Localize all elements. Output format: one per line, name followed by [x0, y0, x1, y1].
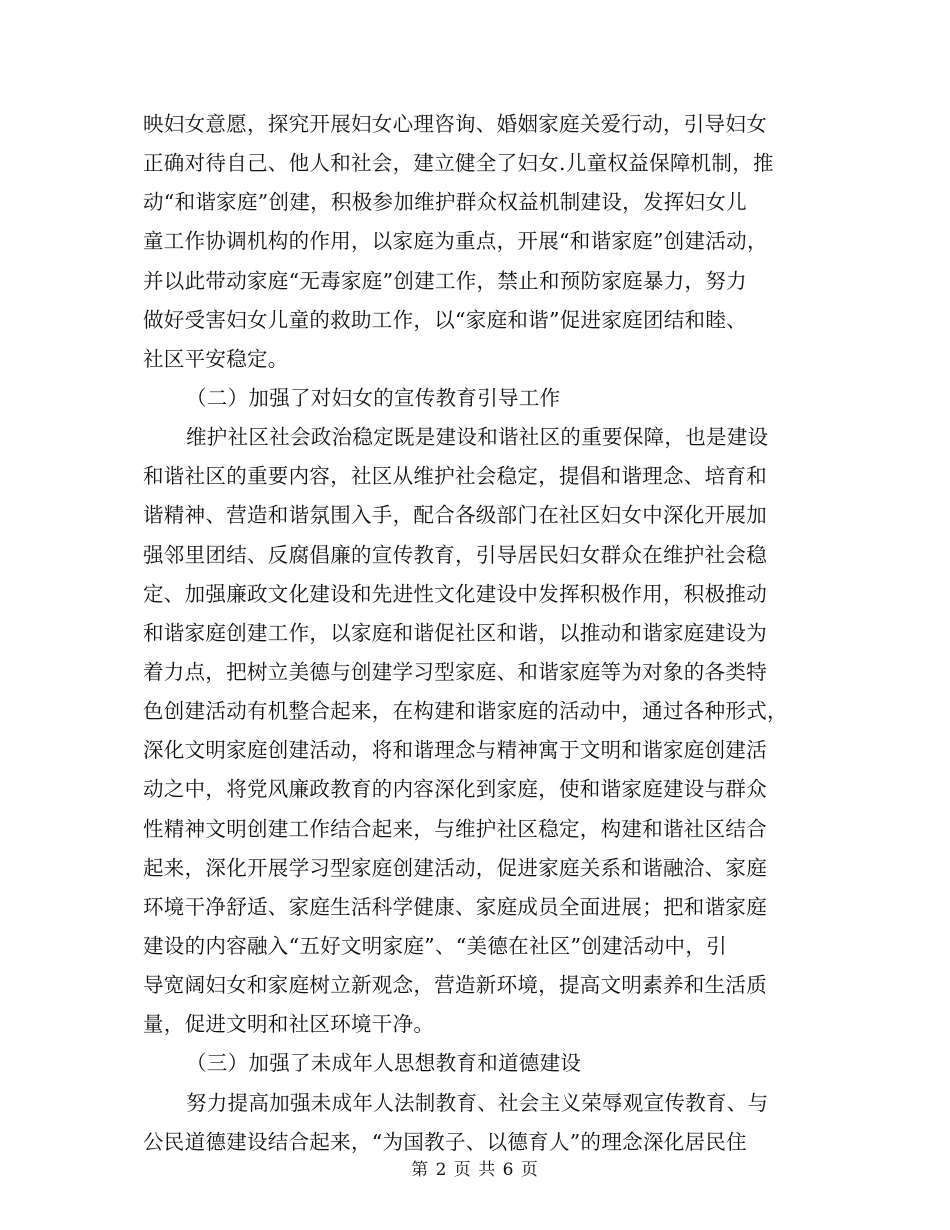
paragraph-line: 维护社区社会政治稳定既是建设和谐社区的重要保障，也是建设	[186, 425, 769, 450]
paragraph-line: 色创建活动有机整合起来，在构建和谐家庭的活动中，通过各种形式，	[143, 699, 788, 724]
paragraph-line: 和谐家庭创建工作，以家庭和谐促社区和谐，以推动和谐家庭建设为	[143, 620, 767, 645]
paragraph-line: 强邻里团结、反腐倡廉的宣传教育，引导居民妇女群众在维护社会稳	[143, 542, 767, 567]
paragraph-line: 并以此带动家庭“无毒家庭”创建工作，禁止和预防家庭暴力，努力	[143, 268, 747, 293]
paragraph-line: 童工作协调机构的作用，以家庭为重点，开展“和谐家庭”创建活动，	[143, 229, 768, 254]
paragraph-line: 动之中，将党风廉政教育的内容深化到家庭，使和谐家庭建设与群众	[143, 777, 767, 802]
paragraph-line: 深化文明家庭创建活动，将和谐理念与精神寓于文明和谐家庭创建活	[143, 738, 767, 763]
document-body	[143, 105, 803, 1162]
page-footer: 第 2 页 共 6 页	[411, 1160, 539, 1180]
paragraph-line: 映妇女意愿，探究开展妇女心理咨询、婚姻家庭关爱行动，引导妇女	[143, 112, 767, 136]
paragraph-line: 社区平安稳定。	[143, 346, 289, 371]
paragraph-line: 性精神文明创建工作结合起来，与维护社区稳定，构建和谐社区结合	[143, 816, 767, 841]
paragraph-line: 做好受害妇女儿童的救助工作，以“家庭和谐”促进家庭团结和睦、	[143, 307, 747, 332]
paragraph-line: 定、加强廉政文化建设和先进性文化建设中发挥积极作用，积极推动	[143, 581, 767, 606]
paragraph-line: 导宽阔妇女和家庭树立新观念，营造新环境，提高文明素养和生活质	[143, 973, 767, 998]
paragraph-line: 起来，深化开展学习型家庭创建活动，促进家庭关系和谐融洽、家庭	[143, 855, 767, 880]
paragraph-line: 谐精神、营造和谐氛围入手，配合各级部门在社区妇女中深化开展加	[143, 503, 767, 528]
paragraph-line: 正确对待自己、他人和社会，建立健全了妇女.儿童权益保障机制，推	[143, 151, 774, 176]
section-heading: （三）加强了未成年人思想教育和道德建设	[186, 1051, 582, 1076]
paragraph-line: 和谐社区的重要内容，社区从维护社会稳定，提倡和谐理念、培育和	[143, 464, 767, 489]
paragraph-line: 努力提高加强未成年人法制教育、社会主义荣辱观宣传教育、与	[186, 1090, 769, 1115]
paragraph-line: 动“和谐家庭”创建，积极参加维护群众权益机制建设，发挥妇女儿	[143, 190, 747, 215]
paragraph-line: 公民道德建设结合起来，“为国教子、以德育人”的理念深化居民住	[143, 1129, 747, 1154]
paragraph-line: 环境干净舒适、家庭生活科学健康、家庭成员全面进展；把和谐家庭	[143, 894, 767, 919]
paragraph-line: 着力点，把树立美德与创建学习型家庭、和谐家庭等为对象的各类特	[143, 659, 767, 684]
section-heading: （二）加强了对妇女的宣传教育引导工作	[186, 385, 561, 410]
paragraph-line: 量，促进文明和社区环境干净。	[143, 1012, 435, 1037]
paragraph-line: 建设的内容融入“五好文明家庭”、“美德在社区”创建活动中，引	[143, 933, 727, 958]
